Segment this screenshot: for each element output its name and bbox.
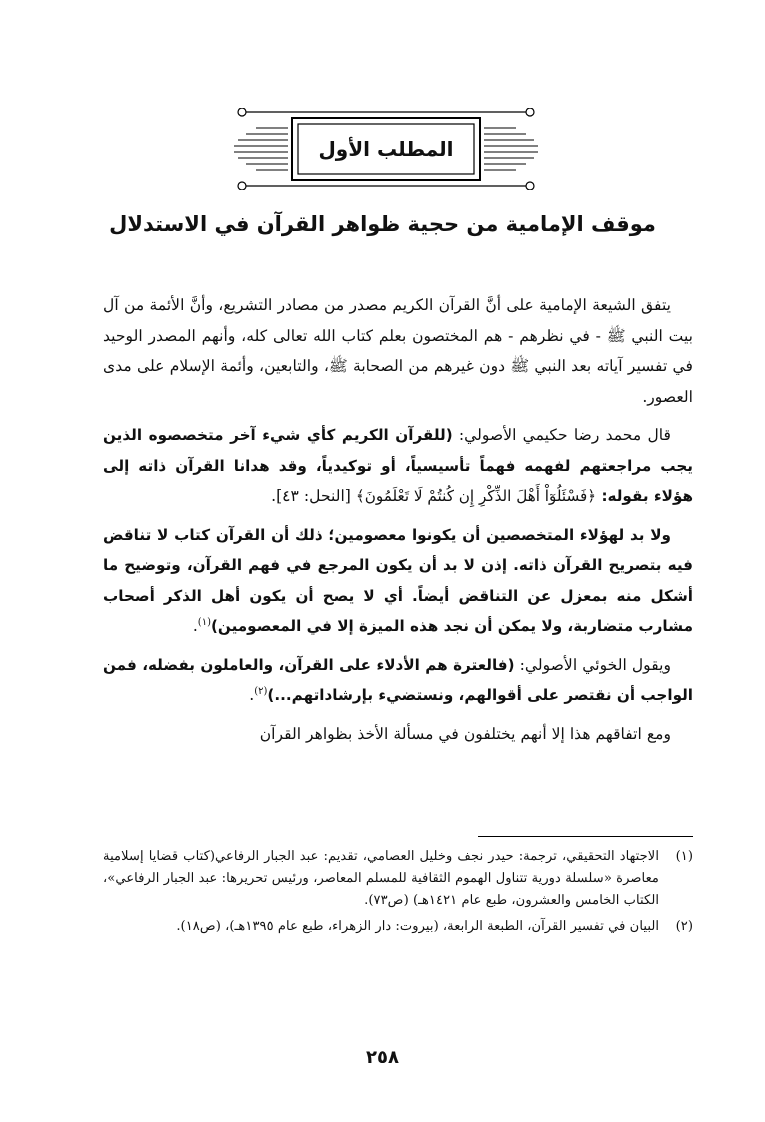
verse-reference: [النحل: ٤٣].	[271, 487, 356, 505]
paragraph-4-quote: (فالعترة هم الأدلاء على القرآن، والعاملون بفضله، فمن الواجب أن نقتصر على أقوالهم، ونستضيء بإرشاداتهم...)	[103, 655, 693, 704]
section-title-box	[294, 120, 478, 178]
section-title: المطلب الأول	[318, 137, 454, 161]
footnote-2	[103, 916, 693, 938]
paragraph-2	[103, 420, 693, 512]
body-text	[103, 290, 693, 757]
paragraph-2-quote: (للقرآن الكريم كأي شيء آخر متخصصوه الذين يجب مراجعتهم لفهمه فهماً تأسيسياً، أو توكيدياً، وقد هدانا القرآن ذاته إلى هؤلاء بقوله:	[103, 426, 693, 505]
footnote-ref-2: (٢)	[254, 685, 268, 697]
paragraph-4	[103, 650, 693, 711]
quran-verse: ﴿فَسْئَلُوٓاْ أَهْلَ الذِّكْرِ إِن كُنتُمْ لَا تَعْلَمُونَ﴾	[355, 487, 597, 505]
footnote-ref-1: (١)	[197, 616, 211, 628]
paragraph-3	[103, 520, 693, 642]
paragraph-2-intro: قال محمد رضا حكيمي الأصولي:	[452, 426, 671, 444]
paragraph-3-end: .	[192, 617, 198, 635]
footnote-number: (١)	[675, 849, 693, 864]
footnote-text: الاجتهاد التحقيقي، ترجمة: حيدر نجف وخليل العصامي، تقديم: عبد الجبار الرفاعي(كتاب قضايا إسلامية معاصرة «سلسلة دورية تتناول الهموم الثقافية للمسلم المعاصر، ورئيس تحريرها: عبد الجبار الرفاعي»، الكتاب الخامس والعشرون، طبع عام ١٤٢١هـ) (ص٧٣).	[103, 849, 659, 908]
section-ornament	[232, 108, 540, 190]
footnote-number: (٢)	[675, 919, 693, 934]
footnotes	[103, 846, 693, 942]
footnote-divider	[478, 836, 693, 837]
footnote-text: البيان في تفسير القرآن، الطبعة الرابعة، (بيروت: دار الزهراء، طبع عام ١٣٩٥هـ)، (ص١٨).	[176, 919, 659, 934]
page-title: موقف الإمامية من حجية ظواهر القرآن في الاستدلال	[109, 212, 656, 236]
page-number: ٢٥٨	[366, 1047, 399, 1068]
paragraph-4-end: .	[249, 686, 255, 704]
paragraph-3-quote: ولا بد لهؤلاء المتخصصين أن يكونوا معصومين؛ ذلك أن القرآن كتاب لا تناقض فيه بتصريح القرآن ذاته. إذن لا بد أن يكون المرجع في فهم القرآن، وتوضيح ما أشكل منه بمعزل عن التناقض أيضاً. أي لا يصح أن يكون أهل الذكر أصحاب مشارب متضاربة، ولا يمكن أن نجد هذه الميزة إلا في المعصومين)	[103, 525, 693, 635]
paragraph-4-intro: ويقول الخوئي الأصولي:	[514, 655, 671, 674]
footnote-1	[103, 846, 693, 912]
paragraph-1: يتفق الشيعة الإمامية على أنَّ القرآن الكريم مصدر من مصادر التشريع، وأنَّ الأئمة من آل بيت النبي ﷺ - في نظرهم - هم المختصون بعلم كتاب الله تعالى كله، وأنهم المصدر الوحيد في تفسير آياته بعد النبي ﷺ دون غيرهم من الصحابة ﷺ، والتابعين، وأئمة الإسلام على مدى العصور.	[103, 296, 693, 406]
paragraph-5: ومع اتفاقهم هذا إلا أنهم يختلفون في مسألة الأخذ بظواهر القرآن	[259, 724, 671, 743]
